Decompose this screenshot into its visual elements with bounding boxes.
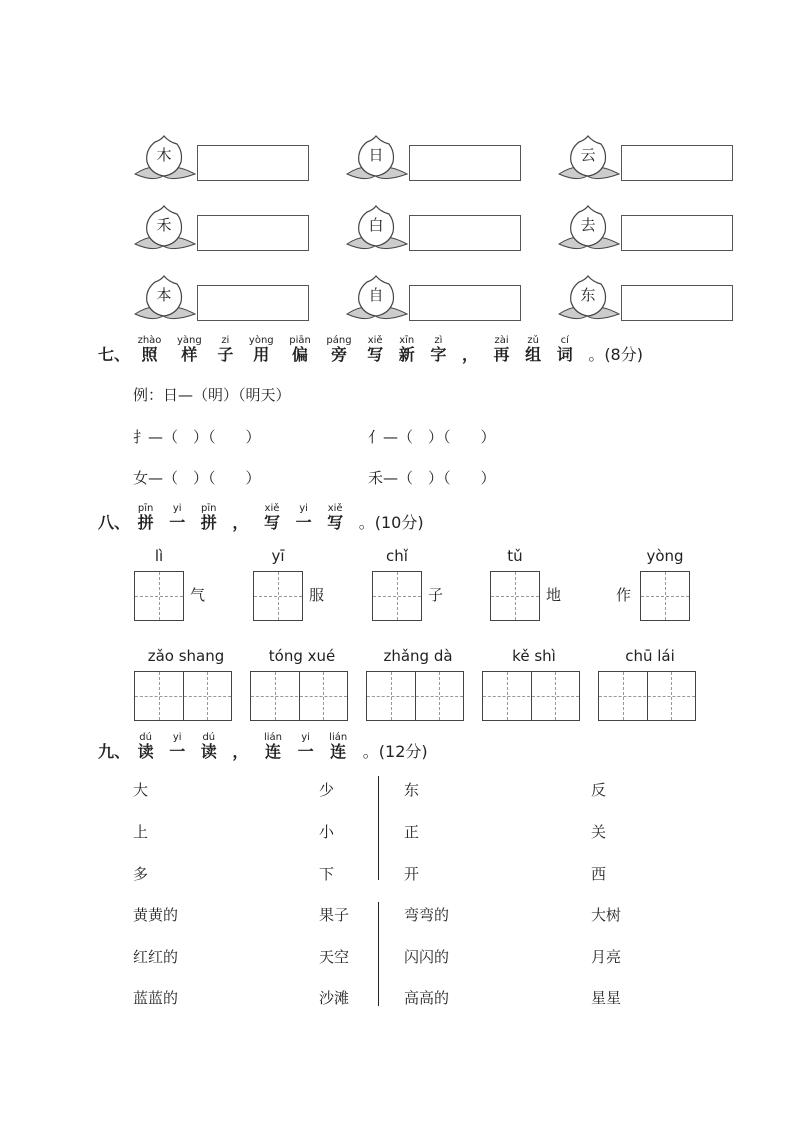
hanzi: ，: [461, 345, 478, 364]
match-word[interactable]: 蓝蓝的: [133, 989, 179, 1007]
pinyin: piān: [289, 335, 311, 346]
tian-grid[interactable]: [372, 571, 422, 621]
tian-grid[interactable]: [490, 571, 540, 621]
pinyin: zǔ: [527, 335, 539, 346]
match-word[interactable]: 少: [319, 781, 335, 799]
radical-exercise[interactable]: 禾—（ ）（ ）: [368, 469, 496, 487]
divider-line: [378, 776, 379, 880]
pinyin: yòng: [248, 335, 274, 346]
hanzi: 连: [264, 742, 281, 761]
match-word[interactable]: 沙滩: [319, 989, 350, 1007]
hanzi: 旁: [330, 345, 347, 364]
hanzi: 样: [181, 345, 198, 364]
example-line: 例：日—（明）（明天）: [133, 386, 291, 404]
match-word[interactable]: 黄黄的: [133, 906, 179, 924]
pinyin: yi: [299, 503, 308, 514]
answer-box[interactable]: [197, 285, 309, 321]
pinyin: xiě: [327, 503, 343, 514]
radical-exercise[interactable]: 扌—（ ）（ ）: [133, 428, 261, 446]
peach-char: 日: [368, 146, 384, 164]
given-char: 地: [546, 586, 562, 604]
given-char: 服: [309, 586, 325, 604]
pinyin: xiě: [367, 335, 383, 346]
hanzi: 连: [330, 742, 347, 761]
section-8-title: [98, 503, 424, 532]
pinyin: yi: [172, 732, 182, 743]
peach-icon: [345, 132, 409, 184]
match-word[interactable]: 闪闪的: [404, 948, 450, 966]
pinyin-label: yòng: [646, 547, 684, 565]
hanzi: 写: [327, 513, 344, 532]
pinyin: yàng: [177, 335, 202, 346]
pinyin: dú: [139, 732, 152, 743]
pinyin: pīn: [137, 503, 154, 514]
pinyin: yi: [172, 503, 182, 514]
peach-icon: [133, 202, 197, 254]
pinyin-label: lì: [154, 547, 164, 565]
hanzi: 读: [137, 742, 154, 761]
pinyin-label: chū lái: [625, 647, 675, 665]
score: 。(12分): [362, 742, 428, 761]
pinyin: yi: [301, 732, 310, 743]
hanzi: 词: [556, 345, 573, 364]
divider-line: [378, 902, 379, 1006]
pinyin-label: yī: [271, 547, 285, 565]
pinyin: páng: [326, 335, 352, 346]
pinyin-label: zhǎng dà: [383, 647, 453, 665]
pinyin: lián: [263, 732, 282, 743]
match-word[interactable]: 月亮: [591, 948, 622, 966]
pinyin: lián: [329, 732, 348, 743]
match-word[interactable]: 反: [591, 781, 607, 799]
tian-grid-double[interactable]: [134, 671, 232, 721]
tian-grid-double[interactable]: [250, 671, 348, 721]
hanzi: 偏: [292, 345, 309, 364]
score: 。(8分): [588, 345, 643, 364]
match-word[interactable]: 正: [404, 823, 420, 841]
answer-box[interactable]: [197, 215, 309, 251]
answer-box[interactable]: [409, 215, 521, 251]
pinyin: zhào: [137, 335, 162, 346]
match-word[interactable]: 开: [404, 865, 420, 883]
section-number: 七、: [98, 345, 131, 364]
match-word[interactable]: 上: [133, 823, 149, 841]
match-word[interactable]: 大: [133, 781, 149, 799]
answer-box[interactable]: [621, 215, 733, 251]
pinyin: zài: [494, 335, 509, 346]
pinyin: xiě: [264, 503, 280, 514]
pinyin: zì: [434, 335, 443, 346]
section-7-title: [98, 335, 643, 364]
peach-icon: [557, 202, 621, 254]
peach-icon: [345, 272, 409, 324]
peach-char: 云: [580, 146, 596, 164]
tian-grid-double[interactable]: [598, 671, 696, 721]
section-number: 九、: [98, 742, 131, 761]
hanzi: 拼: [200, 513, 217, 532]
pinyin: dú: [202, 732, 216, 743]
tian-grid[interactable]: [640, 571, 690, 621]
pinyin: cí: [560, 335, 569, 346]
score: 。(10分): [358, 513, 424, 532]
pinyin-label: tóng xué: [268, 647, 336, 665]
answer-box[interactable]: [197, 145, 309, 181]
hanzi: ，: [232, 513, 249, 532]
radical-exercise[interactable]: 女—（ ）（ ）: [133, 469, 261, 487]
pinyin: xīn: [399, 335, 415, 346]
hanzi: 字: [430, 345, 447, 364]
hanzi: 用: [253, 345, 270, 364]
hanzi: 一: [169, 742, 186, 761]
peach-icon: [133, 132, 197, 184]
match-word[interactable]: 下: [319, 865, 335, 883]
hanzi: 写: [367, 345, 384, 364]
match-word[interactable]: 关: [591, 823, 607, 841]
peach-icon: [133, 272, 197, 324]
peach-char: 东: [580, 286, 596, 304]
peach-char: 本: [156, 286, 172, 304]
section-9-title: [98, 732, 428, 761]
peach-char: 白: [368, 216, 384, 234]
hanzi: 写: [263, 513, 280, 532]
peach-icon: [345, 202, 409, 254]
tian-grid[interactable]: [134, 571, 184, 621]
match-word[interactable]: 星星: [591, 989, 622, 1007]
peach-char: 木: [156, 146, 172, 164]
hanzi: 一: [169, 513, 186, 532]
hanzi: 组: [525, 345, 542, 364]
hanzi: 一: [295, 513, 312, 532]
peach-icon: [557, 132, 621, 184]
hanzi: 照: [141, 345, 158, 364]
answer-box[interactable]: [409, 285, 521, 321]
given-char: 子: [428, 586, 444, 604]
match-word[interactable]: 东: [404, 781, 420, 799]
match-word[interactable]: 弯弯的: [404, 906, 450, 924]
hanzi: 子: [217, 345, 234, 364]
tian-grid[interactable]: [253, 571, 303, 621]
tian-grid-double[interactable]: [366, 671, 464, 721]
pinyin: zi: [221, 335, 230, 346]
pinyin-label: zǎo shang: [147, 647, 225, 665]
answer-box[interactable]: [621, 285, 733, 321]
hanzi: 一: [297, 742, 314, 761]
peach-icon: [557, 272, 621, 324]
match-word[interactable]: 多: [133, 865, 149, 883]
peach-char: 自: [368, 286, 384, 304]
pinyin: pīn: [201, 503, 217, 514]
given-char: 作: [616, 586, 632, 604]
answer-box[interactable]: [409, 145, 521, 181]
hanzi: 新: [398, 345, 415, 364]
hanzi: 读: [200, 742, 217, 761]
peach-char: 禾: [156, 216, 172, 234]
section-number: 八、: [98, 513, 131, 532]
answer-box[interactable]: [621, 145, 733, 181]
match-word[interactable]: 小: [319, 823, 335, 841]
tian-grid-double[interactable]: [482, 671, 580, 721]
match-word[interactable]: 大树: [591, 906, 622, 924]
match-word[interactable]: 西: [591, 865, 607, 883]
hanzi: 拼: [137, 513, 154, 532]
pinyin-label: tǔ: [507, 547, 523, 565]
match-word[interactable]: 天空: [319, 948, 350, 966]
hanzi: 再: [493, 345, 510, 364]
match-word[interactable]: 果子: [319, 906, 350, 924]
given-char: 气: [190, 586, 206, 604]
hanzi: ，: [232, 742, 249, 761]
match-word[interactable]: 高高的: [404, 989, 450, 1007]
match-word[interactable]: 红红的: [133, 948, 179, 966]
pinyin-label: kě shì: [512, 647, 556, 665]
peach-char: 去: [580, 216, 596, 234]
radical-exercise[interactable]: 亻—（ ）（ ）: [368, 428, 496, 446]
pinyin-label: chǐ: [386, 547, 408, 565]
